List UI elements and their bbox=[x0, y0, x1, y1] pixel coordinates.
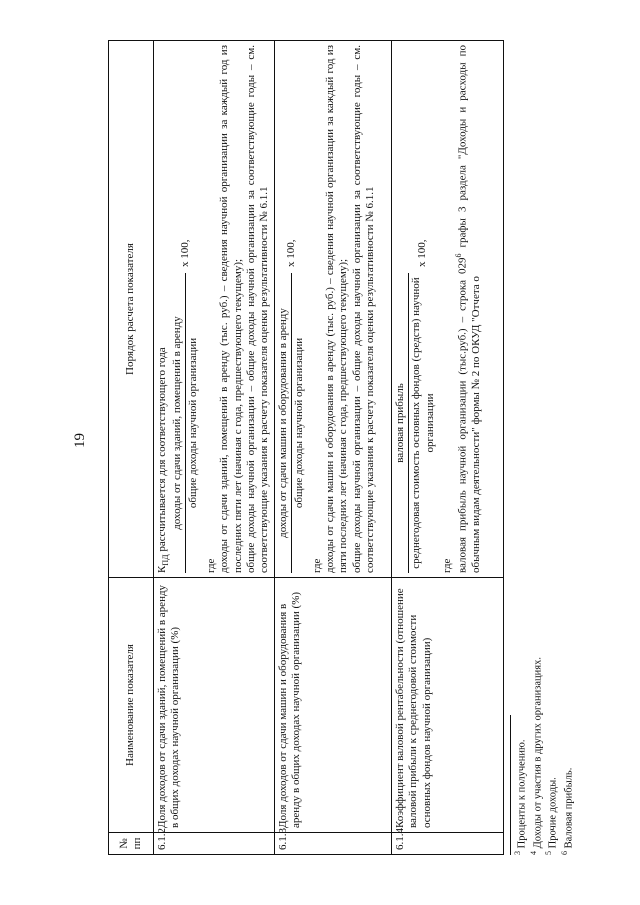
header-num: № пп bbox=[109, 833, 154, 855]
numerator: доходы от сдачи машин и оборудования в аренду bbox=[277, 273, 292, 573]
numerator: валовая прибыль bbox=[394, 273, 409, 573]
fraction bbox=[394, 273, 437, 573]
table-row bbox=[274, 41, 391, 855]
definition: общие доходы научной организации – общие доходы научной организации за соответствующие годы – см. соответствующие указания к расчету показателя оценки результативности № 6.1.1 bbox=[350, 45, 377, 573]
row-calc bbox=[391, 41, 503, 578]
header-name: Наименование показателя bbox=[109, 578, 154, 833]
calc-intro: $К_{ПД}$ рассчитывается для соответствующего года bbox=[156, 347, 171, 573]
page-number: 19 bbox=[72, 433, 88, 448]
row-num: 6.1.3 bbox=[274, 833, 391, 855]
formula bbox=[394, 45, 437, 573]
table-row bbox=[154, 41, 275, 855]
row-calc bbox=[154, 41, 275, 578]
definition: общие доходы научной организации – общие доходы научной организации за соответствующие годы – см. соответствующие указания к расчету показателя оценки результативности № 6.1.1 bbox=[244, 45, 271, 573]
footnote: $^3$ Проценты к получению. bbox=[513, 739, 528, 855]
table-row bbox=[391, 41, 503, 855]
footnotes bbox=[510, 40, 576, 855]
multiplier: x 100, bbox=[415, 239, 428, 267]
row-name: Коэффициент валовой рентабельности (отношение валовой прибыли к среднегодовой стоимости основных фондов научной организации) bbox=[391, 578, 503, 833]
denominator: общие доходы научной организации bbox=[293, 337, 306, 509]
definition: доходы от сдачи машин и оборудования в аренду (тыс. руб.) – сведения научной организации за каждый год из пяти последних лет (начиная с года, предшествующего текущему); bbox=[324, 45, 350, 573]
numerator: доходы от сдачи зданий, помещений в аренду bbox=[171, 273, 186, 573]
footnote-divider bbox=[510, 715, 511, 855]
row-name: Доля доходов от сдачи зданий, помещений в аренду в общих доходах научной организации (%) bbox=[154, 578, 275, 833]
footnote: $^5$ Прочие доходы. bbox=[544, 777, 559, 855]
where-label: где bbox=[204, 558, 217, 573]
row-num: 6.1.4 bbox=[391, 833, 503, 855]
footnote: $^6$ Валовая прибыль. bbox=[559, 767, 575, 855]
fraction bbox=[171, 273, 201, 573]
rotated-sheet bbox=[108, 40, 575, 855]
fraction bbox=[277, 273, 307, 573]
multiplier: x 100, bbox=[285, 239, 298, 267]
indicator-table bbox=[108, 40, 504, 855]
table-header-row bbox=[109, 41, 154, 855]
formula bbox=[277, 45, 307, 573]
definition: доходы от сдачи зданий, помещений в аренду (тыс. руб.) – сведения научной организации за каждый год из последних пяти лет (начиная с года, предшествующего текущему); bbox=[218, 45, 244, 573]
denominator: общие доходы научной организации bbox=[187, 337, 200, 509]
formula bbox=[171, 45, 201, 573]
row-name: Доля доходов от сдачи машин и оборудования в аренду в общих доходах научной организации (%) bbox=[274, 578, 391, 833]
header-calc: Порядок расчета показателя bbox=[109, 41, 154, 578]
where-label: где bbox=[441, 558, 453, 573]
multiplier: x 100, bbox=[179, 239, 192, 267]
row-num: 6.1.2 bbox=[154, 833, 275, 855]
where-label: где bbox=[310, 558, 323, 573]
definition: валовая прибыль научной организации (тыс.руб.) – строка $029^6$ графы 3 раздела "Доходы и расходы по обычным видам деятельности" формы № 2 по ОКУД "Отчета о bbox=[454, 45, 483, 573]
row-calc bbox=[274, 41, 391, 578]
denominator: среднегодовая стоимость основных фондов (средств) научной организации bbox=[410, 277, 436, 569]
footnote: $^4$ Доходы от участия в других организациях. bbox=[528, 657, 544, 855]
